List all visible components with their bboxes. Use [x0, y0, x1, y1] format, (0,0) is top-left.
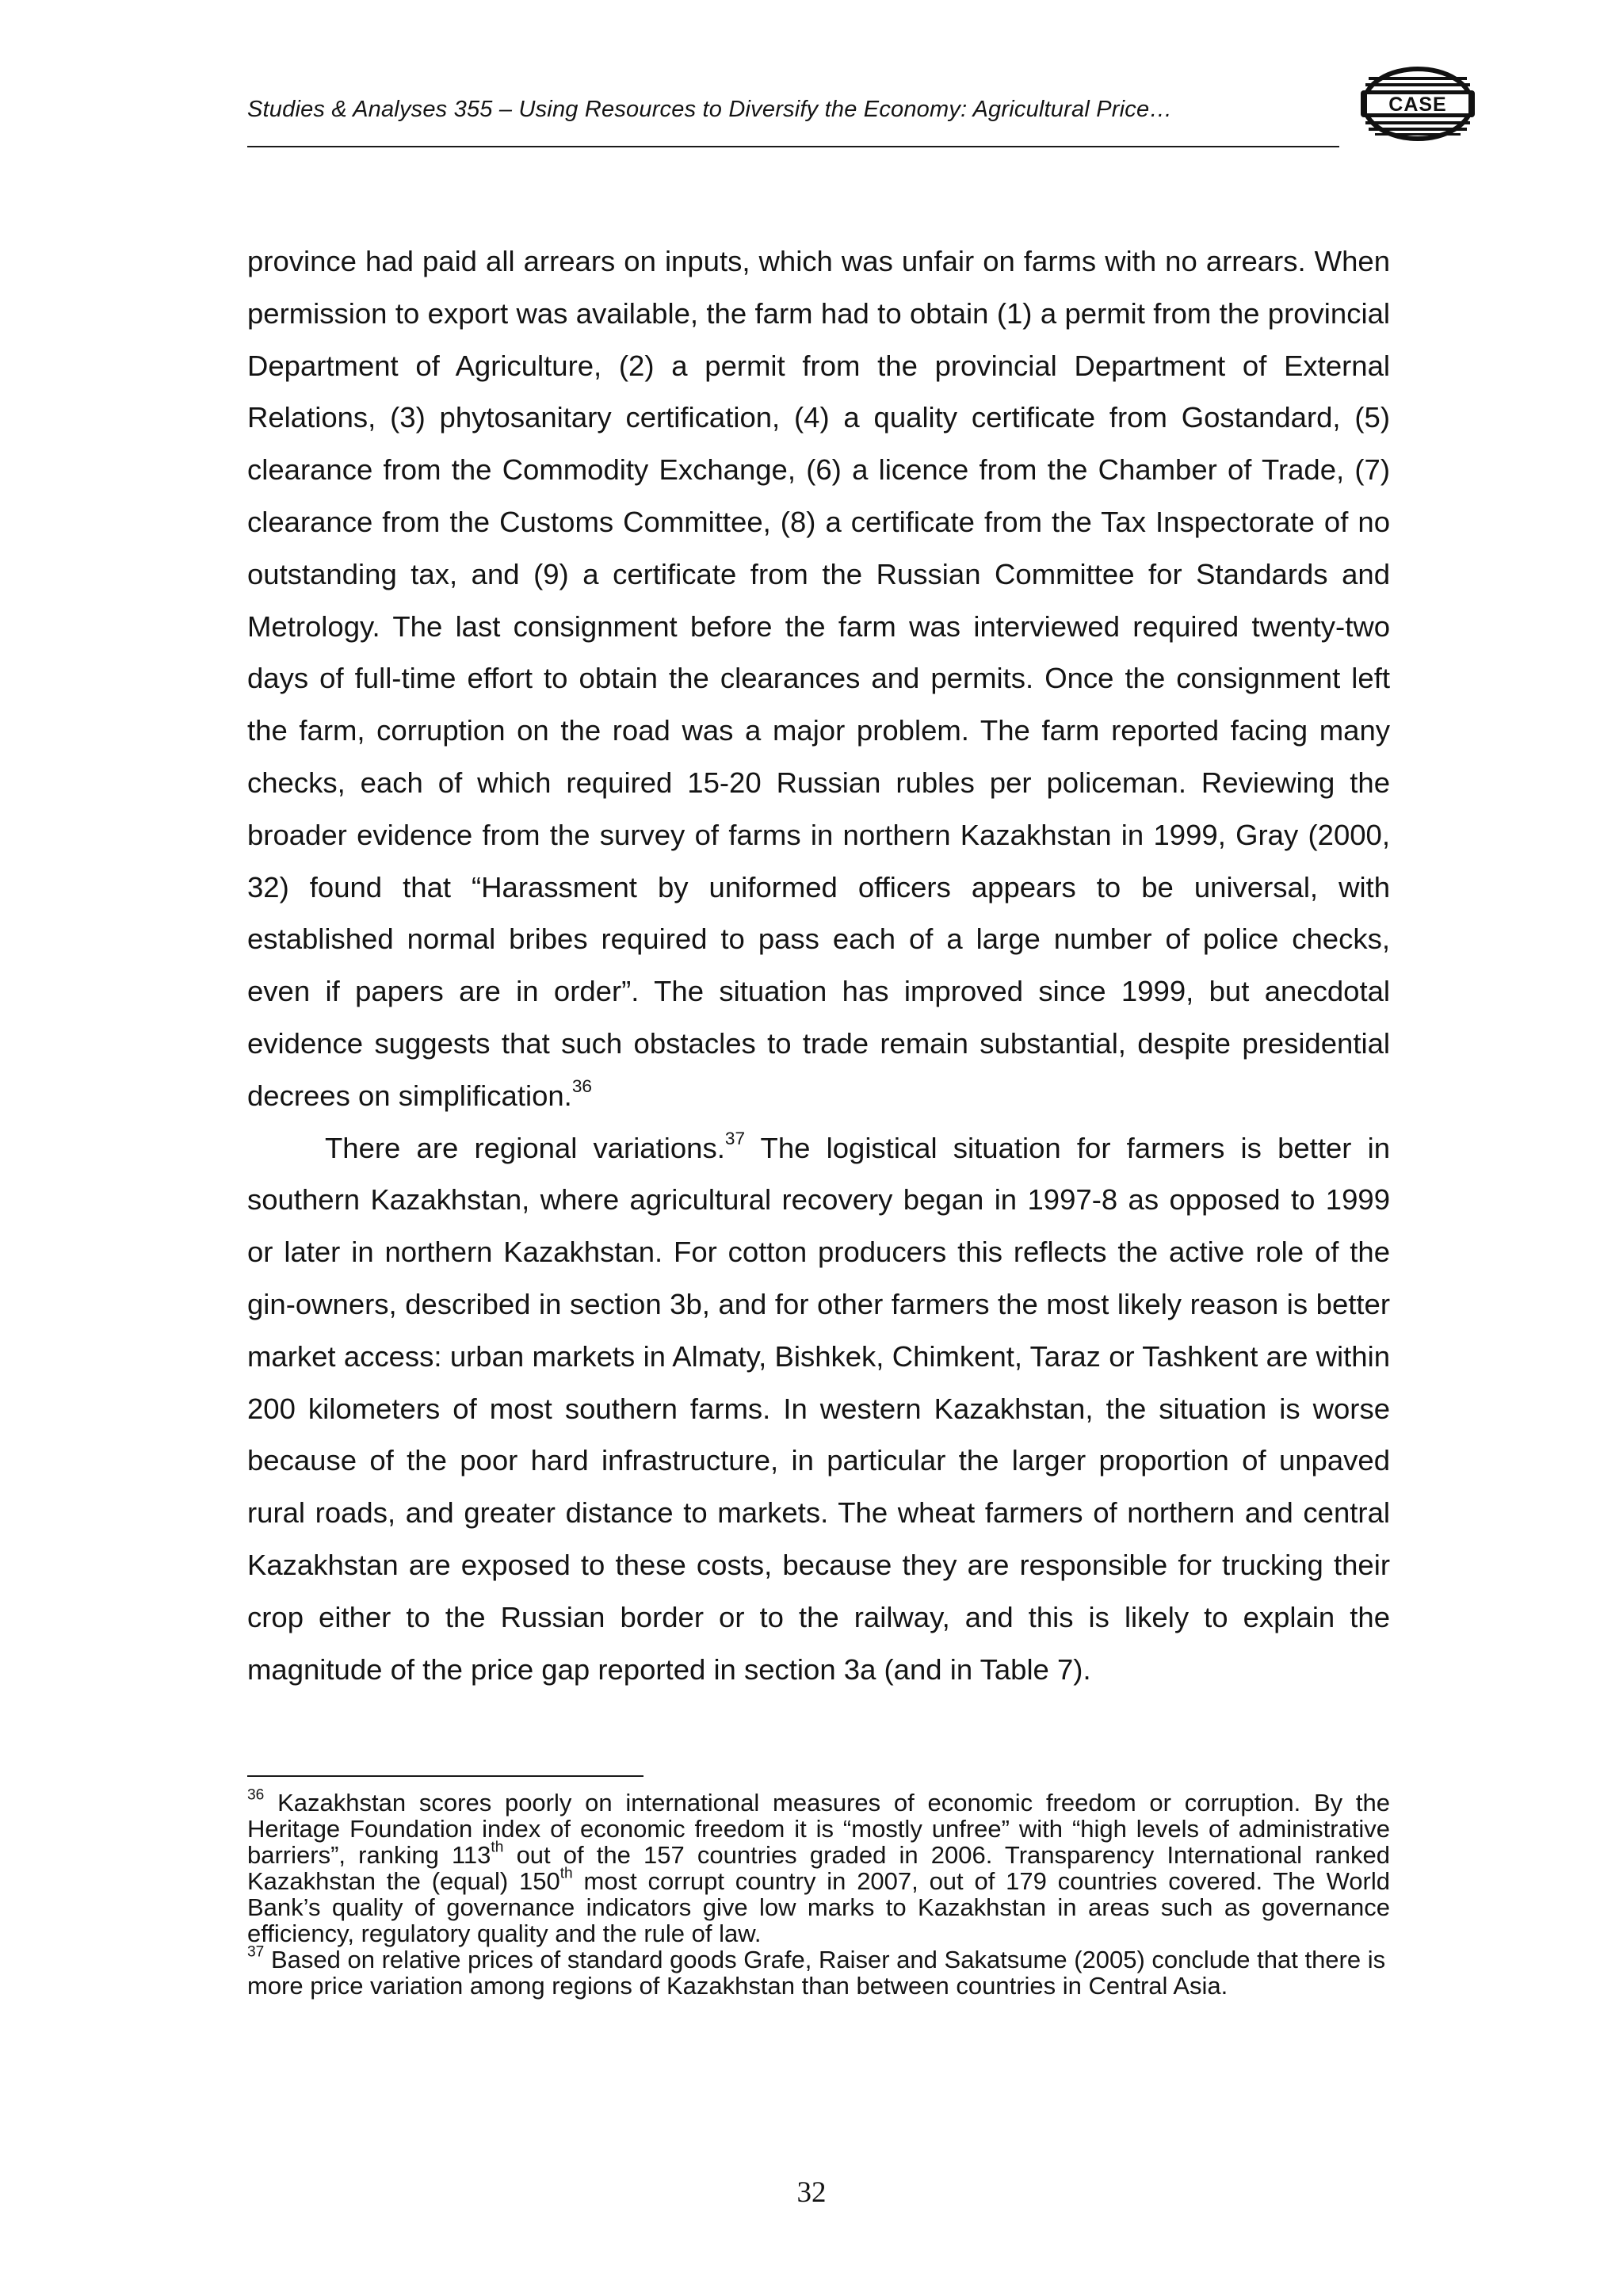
- paragraph: [247, 1122, 1390, 1696]
- footnote-number: 36: [247, 1786, 265, 1804]
- footnote-number: 37: [247, 1943, 265, 1961]
- paragraph: [247, 235, 1390, 1122]
- footnote-ref: 36: [571, 1075, 592, 1096]
- page-number: 32: [796, 2176, 827, 2209]
- footnote-ref: 37: [724, 1128, 746, 1148]
- footnote-37: $^{37}$ Based on relative prices of standard goods Grafe, Raiser and Sakatsume (2005) conclude that there is more price variation among regions of Kazakhstan than between countries in Central Asia.: [247, 1943, 1386, 2000]
- case-logo: [1359, 67, 1476, 141]
- main-text: [247, 235, 1390, 1695]
- case-logo-text: CASE: [1388, 94, 1447, 116]
- footnotes: [247, 1786, 1390, 2000]
- running-header: Studies & Analyses 355 – Using Resources to Diversify the Economy: Agricultural Price…: [247, 97, 1173, 122]
- paragraph-text: There are regional variations.: [325, 1131, 725, 1164]
- header-rule: [247, 146, 1339, 147]
- footnote-36: $^{36}$ Kazakhstan scores poorly on international measures of economic freedom or corruption. By the Heritage Foundation index of economic freedom it is “mostly unfree” with “high levels of administrative barriers”, ranking 113th out of the 157 countries graded in 2006. Transparency International ranked Kazakhstan the (equal) 150th most corrupt country in 2007, out of 179 countries covered. The World Bank’s quality of governance indicators give low marks to Kazakhstan in areas such as governance efficiency, regulatory quality and the rule of law.: [247, 1786, 1390, 1947]
- footnote-separator: [247, 1775, 643, 1777]
- paragraph-text: province had paid all arrears on inputs, which was unfair on farms with no arrears. When permission to export was available, the farm had to obtain (1) a permit from the provincial Department of Agriculture, (2) a permit from the provincial Department of External Relations, (3) phytosanitary certification, (4) a quality certificate from Gostandard, (5) clearance from the Commodity Exchange, (6) a licence from the Chamber of Trade, (7) clearance from the Customs Committee, (8) a certificate from the Tax Inspectorate of no outstanding tax, and (9) a certificate from the Russian Committee for Standards and Metrology. The last consignment before the farm was interviewed required twenty-two days of full-time effort to obtain the clearances and permits. Once the consignment left the farm, corruption on the road was a major problem. The farm reported facing many checks, each of which required 15-20 Russian rubles per policeman. Reviewing the broader evidence from the survey of farms in northern Kazakhstan in 1999, Gray (2000, 32) found that “Harassment by uniformed officers appears to be universal, with established normal bribes required to pass each of a large number of police checks, even if papers are in order”. The situation has improved since 1999, but anecdotal evidence suggests that such obstacles to trade remain substantial, despite presidential decrees on simplification.: [247, 245, 1390, 1112]
- paragraph-text: The logistical situation for farmers is better in southern Kazakhstan, where agricultural recovery began in 1997-8 as opposed to 1999 or later in northern Kazakhstan. For cotton producers this reflects the active role of the gin-owners, described in section 3b, and for other farmers the most likely reason is better market access: urban markets in Almaty, Bishkek, Chimkent, Taraz or Tashkent are within 200 kilometers of most southern farms. In western Kazakhstan, the situation is worse because of the poor hard infrastructure, in particular the larger proportion of unpaved rural roads, and greater distance to markets. The wheat farmers of northern and central Kazakhstan are exposed to these costs, because they are responsible for trucking their crop either to the Russian border or to the railway, and this is likely to explain the magnitude of the price gap reported in section 3a (and in Table 7).: [247, 1131, 1390, 1686]
